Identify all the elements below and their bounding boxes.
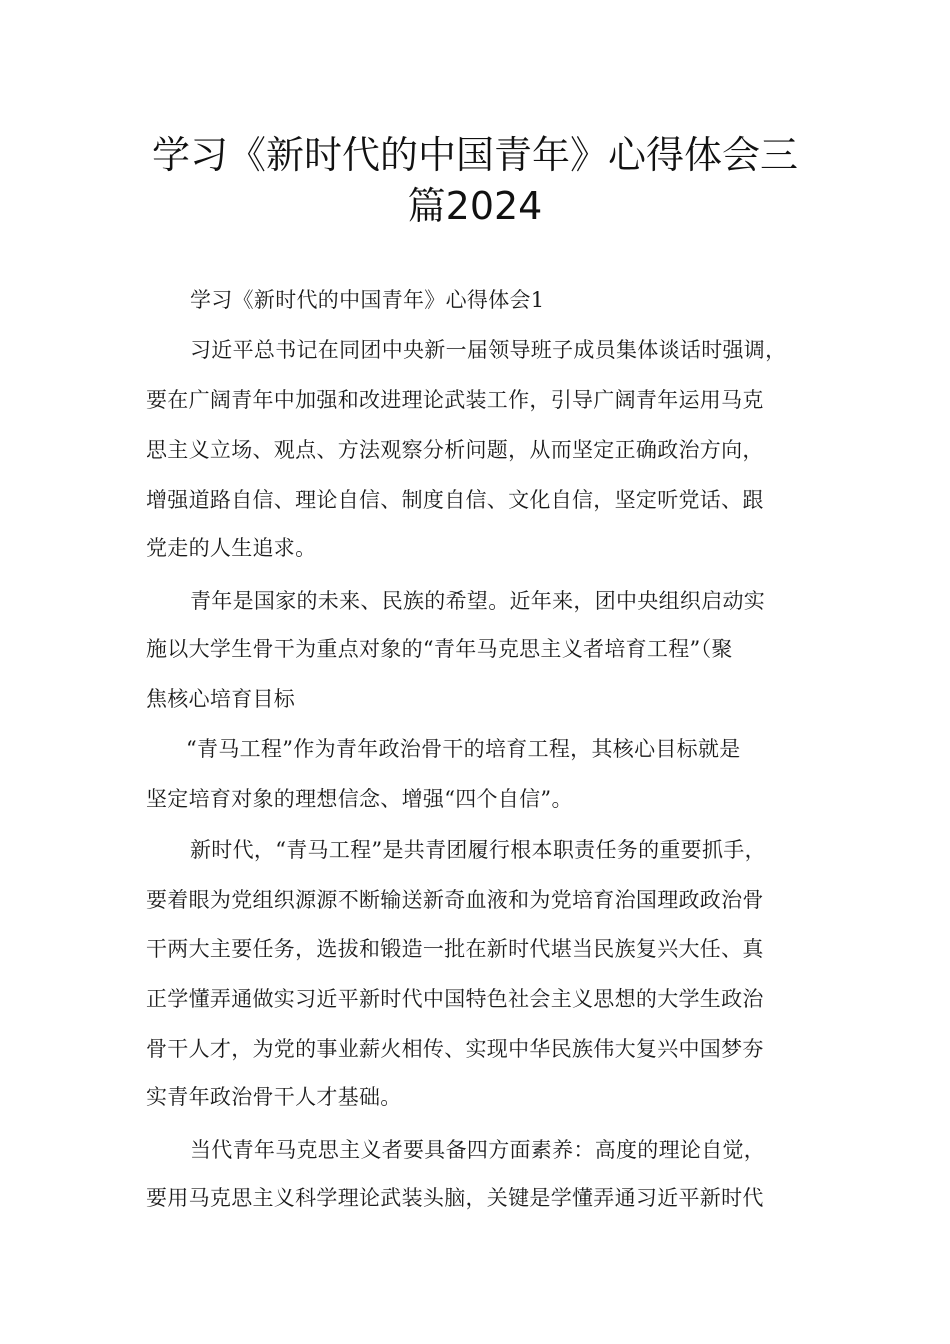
paragraph-line: 骨干人才，为党的事业薪火相传、实现中华民族伟大复兴中国梦夯 (146, 1037, 764, 1061)
paragraph-line: 干两大主要任务，选拔和锻造一批在新时代堪当民族复兴大任、真 (146, 937, 764, 961)
paragraph-line: 坚定培育对象的理想信念、增强“四个自信”。 (146, 787, 573, 811)
paragraph-line: “青马工程”作为青年政治骨干的培育工程，其核心目标就是 (186, 737, 741, 761)
paragraph-line: 党走的人生追求。 (146, 536, 317, 560)
paragraph-line: 焦核心培育目标 (146, 687, 296, 711)
paragraph-line: 思主义立场、观点、方法观察分析问题，从而坚定正确政治方向， (146, 438, 764, 462)
paragraph-line: 增强道路自信、理论自信、制度自信、文化自信，坚定听党话、跟 (146, 488, 764, 512)
document-title-line-2: 篇2024 (407, 184, 543, 228)
paragraph-line: 习近平总书记在同团中央新一届领导班子成员集体谈话时强调， (190, 338, 787, 362)
paragraph-line: 要用马克思主义科学理论武装头脑，关键是学懂弄通习近平新时代 (146, 1186, 764, 1210)
paragraph-line: 青年是国家的未来、民族的希望。近年来，团中央组织启动实 (190, 589, 766, 613)
paragraph-line: 实青年政治骨干人才基础。 (146, 1085, 402, 1109)
paragraph-line: 正学懂弄通做实习近平新时代中国特色社会主义思想的大学生政治 (146, 987, 764, 1011)
paragraph-line: 施以大学生骨干为重点对象的“青年马克思主义者培育工程”（聚 (146, 637, 733, 661)
paragraph-line: 要在广阔青年中加强和改进理论武装工作，引导广阔青年运用马克 (146, 388, 764, 412)
document-title-line-1: 学习《新时代的中国青年》心得体会三 (151, 133, 798, 177)
section-heading: 学习《新时代的中国青年》心得体会1 (190, 288, 545, 312)
paragraph-line: 要着眼为党组织源源不断输送新奇血液和为党培育治国理政政治骨 (146, 888, 764, 912)
paragraph-line: 当代青年马克思主义者要具备四方面素养：高度的理论自觉， (190, 1138, 766, 1162)
paragraph-line: 新时代，“青马工程”是共青团履行根本职责任务的重要抓手， (190, 838, 766, 862)
